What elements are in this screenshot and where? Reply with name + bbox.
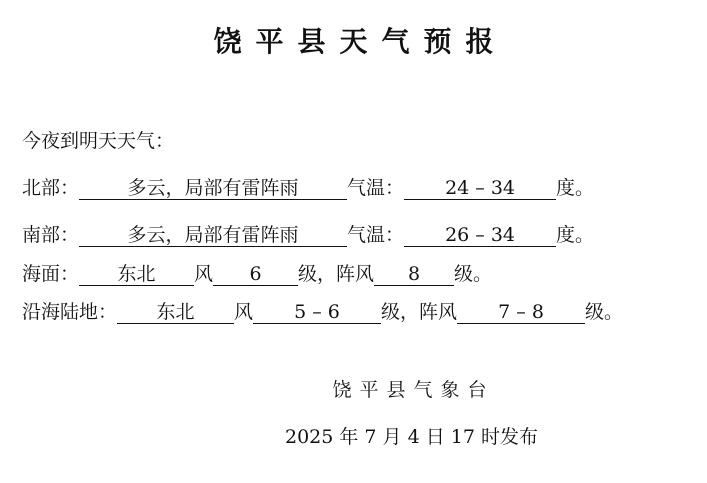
coast-wind-level: 5 – 6 bbox=[253, 301, 381, 324]
coast-label: 沿海陆地： bbox=[22, 301, 118, 323]
north-label: 北部： bbox=[22, 177, 80, 199]
coast-wind-word: 风 bbox=[234, 301, 254, 323]
sea-level-word: 级，阵风 bbox=[298, 263, 375, 285]
north-temp-value: 24 – 34 bbox=[404, 177, 556, 200]
issue-date: 2025 年 7 月 4 日 17 时发布 bbox=[285, 426, 538, 448]
sea-wind-word: 风 bbox=[194, 263, 214, 285]
coast-wind-direction: 东北 bbox=[117, 301, 234, 324]
north-forecast-line bbox=[22, 175, 594, 201]
sea-wind-level: 6 bbox=[213, 263, 298, 286]
coast-gust-word: 级。 bbox=[585, 301, 624, 323]
sea-gust-level: 8 bbox=[374, 263, 454, 286]
sea-forecast-line bbox=[22, 261, 492, 287]
north-temp-label: 气温： bbox=[347, 177, 405, 199]
north-weather-value: 多云，局部有雷阵雨 bbox=[79, 177, 347, 200]
south-label: 南部： bbox=[22, 224, 80, 246]
south-temp-value: 26 – 34 bbox=[404, 224, 556, 247]
south-temp-unit: 度。 bbox=[556, 224, 595, 246]
coast-level-word: 级，阵风 bbox=[381, 301, 458, 323]
issuing-agency: 饶平县气象台 bbox=[332, 379, 495, 401]
page-title: 饶平县天气预报 bbox=[213, 25, 508, 58]
sea-label: 海面： bbox=[22, 263, 80, 285]
coast-gust-level: 7 – 8 bbox=[457, 301, 585, 324]
sea-gust-word: 级。 bbox=[454, 263, 493, 285]
south-weather-value: 多云，局部有雷阵雨 bbox=[79, 224, 347, 247]
sea-wind-direction: 东北 bbox=[79, 263, 194, 286]
intro-line: 今夜到明天天气： bbox=[22, 130, 175, 152]
south-temp-label: 气温： bbox=[347, 224, 405, 246]
south-forecast-line bbox=[22, 222, 594, 248]
north-temp-unit: 度。 bbox=[556, 177, 595, 199]
coast-forecast-line bbox=[22, 299, 623, 325]
